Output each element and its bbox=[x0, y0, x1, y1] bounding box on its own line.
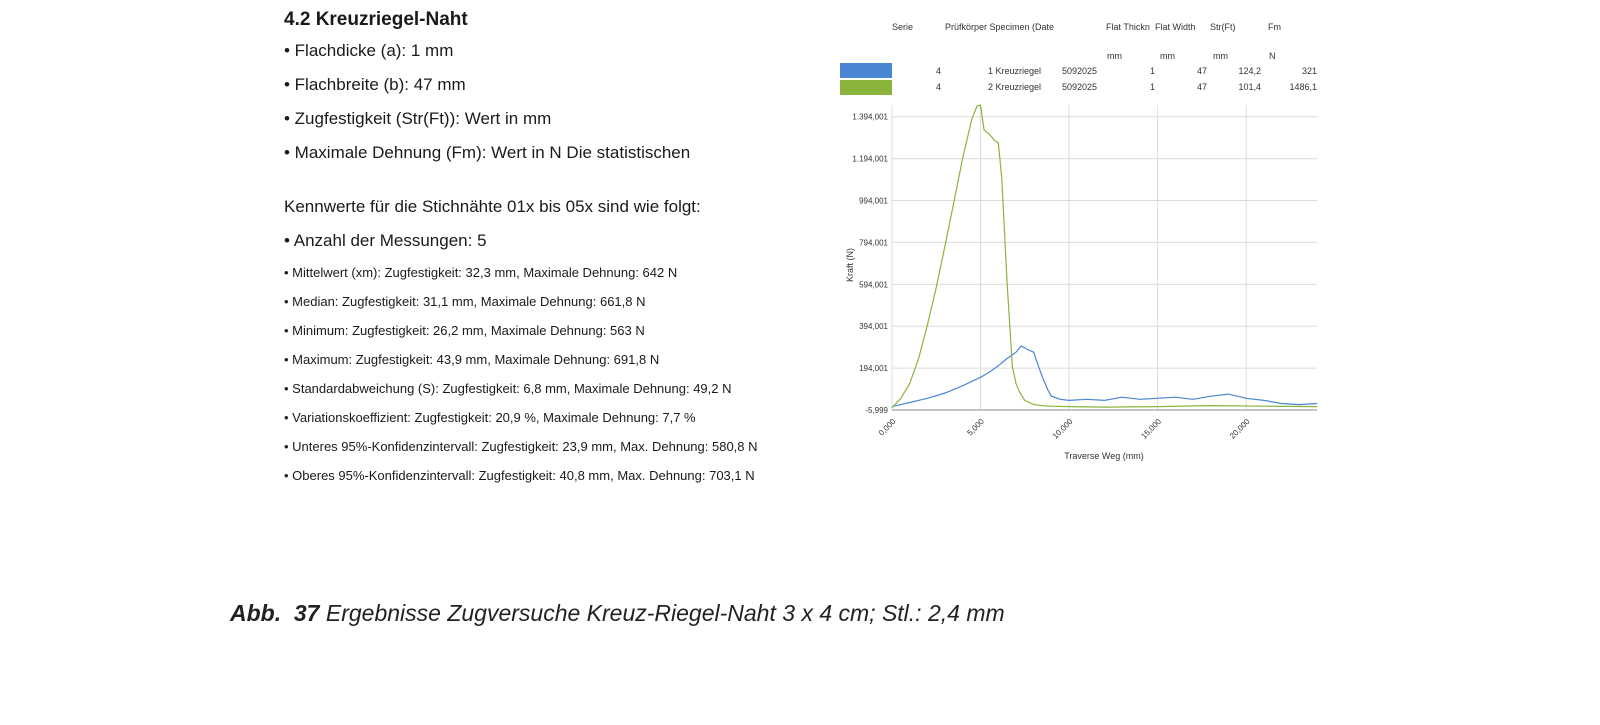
stats-intro: Kennwerte für die Stichnähte 01x bis 05x sind wie folgt: bbox=[284, 197, 701, 216]
legend-header-width: Flat Width bbox=[1155, 22, 1196, 32]
caption-text: Ergebnisse Zugversuche Kreuz-Riegel-Naht 3 x 4 cm; Stl.: 2,4 mm bbox=[325, 600, 1005, 626]
legend-table bbox=[840, 22, 1317, 95]
chart-series bbox=[892, 105, 1317, 408]
y-tick-label: 394,001 bbox=[859, 322, 888, 332]
legend-row1-date: 5092025 bbox=[1062, 66, 1098, 76]
legend-row2-fm: 1486,1 bbox=[1289, 82, 1317, 92]
stat-maximum: • Maximum: Zugfestigkeit: 43,9 mm, Maximale Dehnung: 691,8 N bbox=[284, 352, 660, 367]
legend-header-specimen: Prüfkörper Specimen (Date bbox=[945, 22, 1055, 32]
legend-unit-width: mm bbox=[1160, 51, 1175, 61]
y-tick-label: 1.194,001 bbox=[852, 154, 888, 164]
legend-header-thickness: Flat Thickn bbox=[1106, 22, 1150, 32]
legend-unit-str: mm bbox=[1213, 51, 1228, 61]
stat-variation: • Variationskoeffizient: Zugfestigkeit: 20,9 %, Maximale Dehnung: 7,7 % bbox=[284, 410, 696, 425]
stat-mean: • Mittelwert (xm): Zugfestigkeit: 32,3 mm, Maximale Dehnung: 642 N bbox=[284, 265, 678, 280]
legend-row2-serie: 4 bbox=[936, 82, 942, 92]
y-tick-label: 994,001 bbox=[859, 196, 888, 206]
chart-gridlines bbox=[892, 105, 1317, 410]
stat-ci-upper: • Oberes 95%-Konfidenzintervall: Zugfestigkeit: 40,8 mm, Max. Dehnung: 703,1 N bbox=[284, 468, 755, 483]
caption-number: 37 bbox=[293, 600, 320, 626]
legend-row2-thickness: 1 bbox=[1150, 82, 1156, 92]
caption-label: Abb. bbox=[230, 600, 282, 626]
legend-row2-specimen: 2 Kreuzriegel bbox=[988, 82, 1042, 92]
figure-caption bbox=[230, 600, 1005, 627]
legend-unit-fm: N bbox=[1269, 51, 1276, 61]
legend-header-serie: Serie bbox=[892, 22, 914, 32]
param-width: • Flachbreite (b): 47 mm bbox=[284, 75, 466, 94]
legend-row2-width: 47 bbox=[1197, 82, 1208, 92]
section-heading: 4.2 Kreuzriegel-Naht bbox=[284, 9, 468, 30]
stat-median: • Median: Zugfestigkeit: 31,1 mm, Maximale Dehnung: 661,8 N bbox=[284, 294, 646, 309]
param-strength: • Zugfestigkeit (Str(Ft)): Wert in mm bbox=[284, 109, 552, 128]
y-tick-label: 794,001 bbox=[859, 238, 888, 248]
measurement-count: • Anzahl der Messungen: 5 bbox=[284, 231, 487, 250]
y-tick-label: 1.394,001 bbox=[852, 112, 888, 122]
x-axis-label: Traverse Weg (mm) bbox=[1064, 451, 1144, 461]
x-axis-ticks bbox=[877, 417, 1252, 441]
legend-swatch-series-1 bbox=[840, 63, 892, 78]
y-axis-label: Kraft (N) bbox=[845, 247, 855, 283]
x-tick-label: 10,000 bbox=[1050, 417, 1075, 441]
stat-std-dev: • Standardabweichung (S): Zugfestigkeit: 6,8 mm, Maximale Dehnung: 49,2 N bbox=[284, 381, 732, 396]
legend-row1-serie: 4 bbox=[936, 66, 942, 76]
legend-header-fm: Fm bbox=[1268, 22, 1281, 32]
y-tick-label: -5,999 bbox=[865, 406, 888, 415]
x-tick-label: 20,000 bbox=[1227, 417, 1252, 441]
legend-swatch-series-2 bbox=[840, 80, 892, 95]
legend-unit-thickness: mm bbox=[1107, 51, 1122, 61]
series-1-line bbox=[892, 346, 1317, 407]
series-2-line bbox=[892, 105, 1317, 408]
param-thickness: • Flachdicke (a): 1 mm bbox=[284, 41, 454, 60]
legend-row2-str: 101,4 bbox=[1238, 82, 1261, 92]
stat-ci-lower: • Unteres 95%-Konfidenzintervall: Zugfestigkeit: 23,9 mm, Max. Dehnung: 580,8 N bbox=[284, 439, 758, 454]
x-tick-label: 0,000 bbox=[876, 417, 898, 438]
legend-header-str: Str(Ft) bbox=[1210, 22, 1236, 32]
param-elongation: • Maximale Dehnung (Fm): Wert in N Die statistischen bbox=[284, 143, 691, 162]
legend-row1-width: 47 bbox=[1197, 66, 1208, 76]
x-tick-label: 15,000 bbox=[1139, 417, 1164, 441]
legend-row2-date: 5092025 bbox=[1062, 82, 1098, 92]
legend-row1-thickness: 1 bbox=[1150, 66, 1156, 76]
force-displacement-chart bbox=[840, 10, 1360, 480]
y-tick-label: 194,001 bbox=[859, 364, 888, 374]
legend-row1-str: 124,2 bbox=[1238, 66, 1261, 76]
legend-row1-fm: 321 bbox=[1301, 66, 1317, 76]
stat-minimum: • Minimum: Zugfestigkeit: 26,2 mm, Maximale Dehnung: 563 N bbox=[284, 323, 645, 338]
legend-row1-specimen: 1 Kreuzriegel bbox=[988, 66, 1042, 76]
y-axis-ticks bbox=[852, 113, 888, 415]
text-section bbox=[284, 6, 869, 490]
y-tick-label: 594,001 bbox=[859, 280, 888, 290]
x-tick-label: 5,000 bbox=[965, 417, 986, 438]
